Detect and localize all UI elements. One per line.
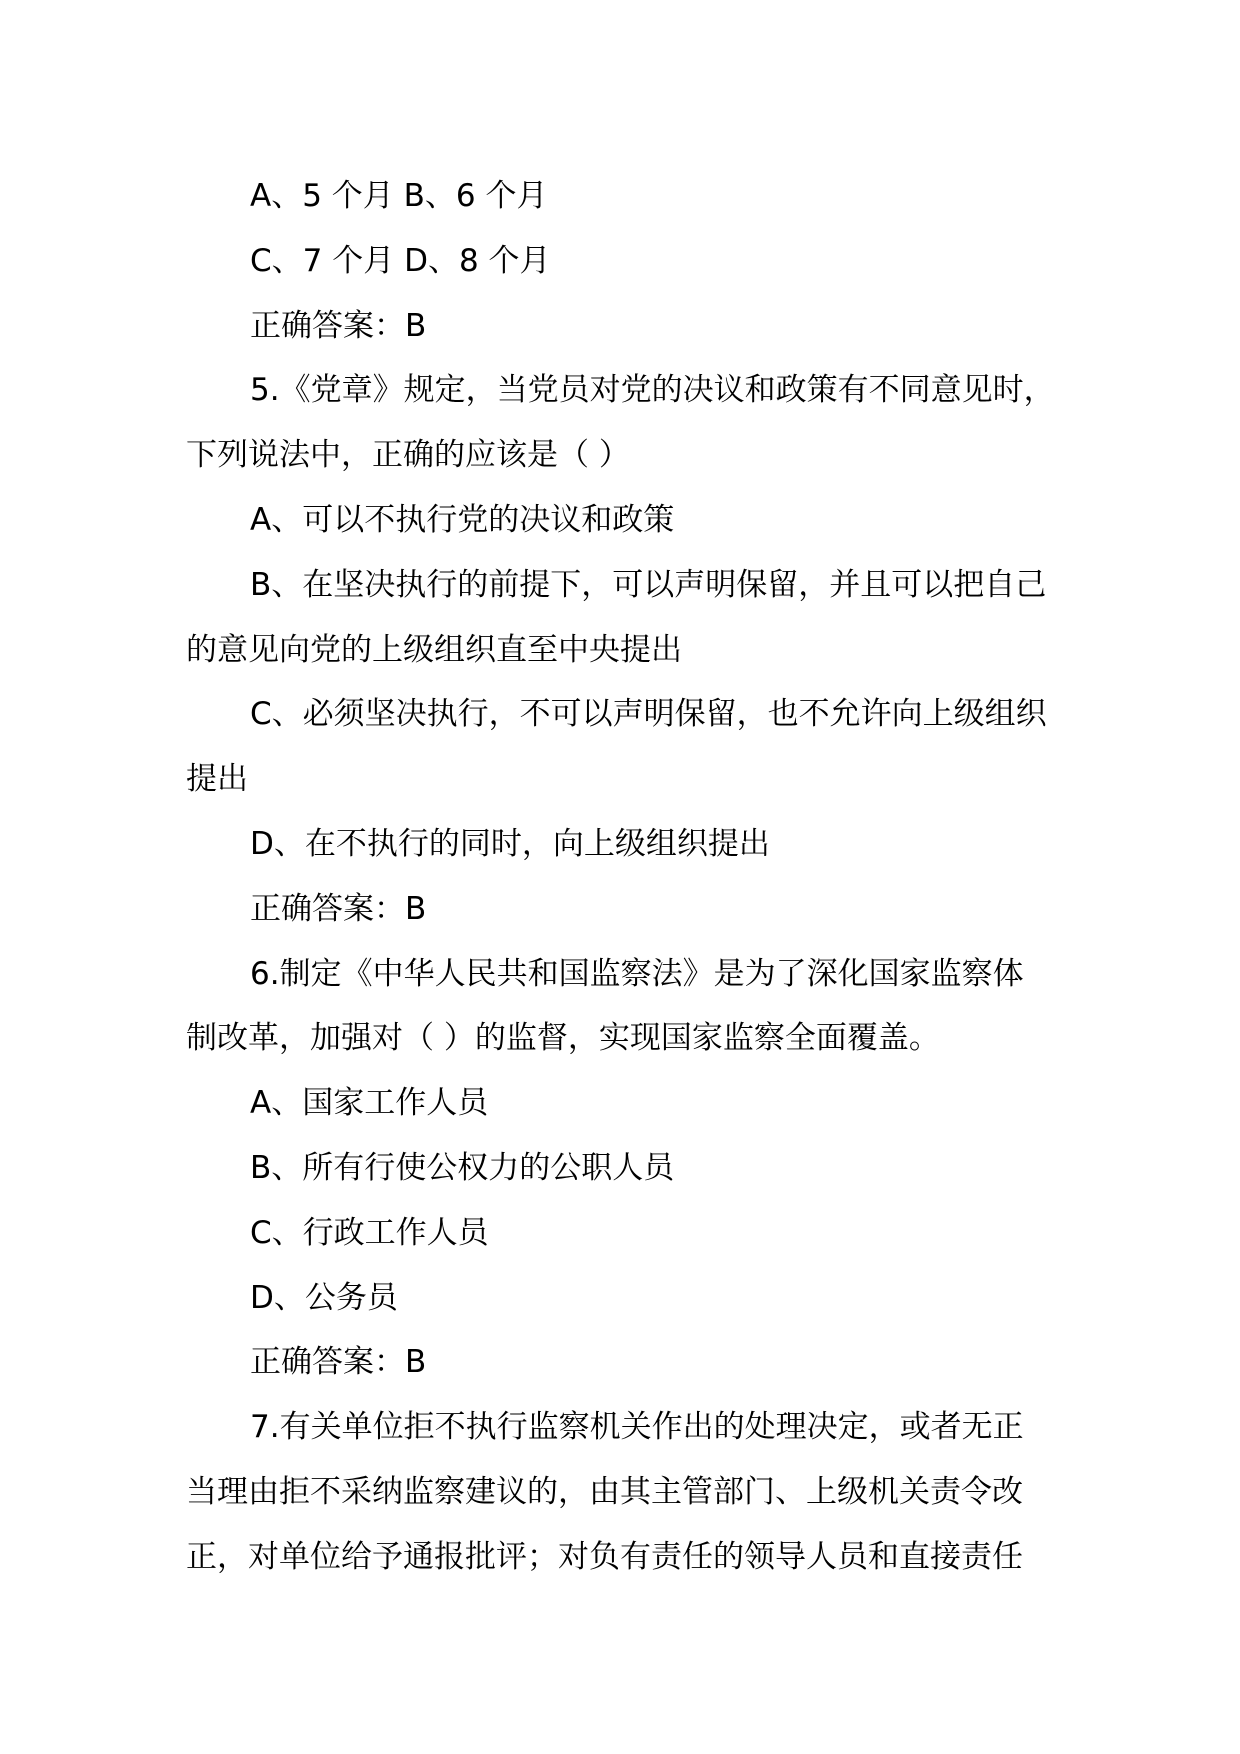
option-line: A、可以不执行党的决议和政策 — [250, 501, 675, 538]
question-6-continuation: 制改革，加强对（ ）的监督，实现国家监察全面覆盖。 — [186, 1020, 940, 1057]
option-line: A、国家工作人员 — [250, 1085, 489, 1122]
option-line: D、在不执行的同时，向上级组织提出 — [250, 825, 770, 862]
option-continuation: 的意见向党的上级组织直至中央提出 — [186, 631, 682, 668]
question-7-line: 7.有关单位拒不执行监察机关作出的处理决定，或者无正 — [250, 1409, 1024, 1446]
option-line: C、必须坚决执行，不可以声明保留，也不允许向上级组织 — [250, 696, 1047, 733]
option-continuation: 提出 — [186, 761, 248, 798]
option-line: B、在坚决执行的前提下，可以声明保留，并且可以把自己 — [250, 566, 1047, 603]
question-5-continuation: 下列说法中，正确的应该是（ ） — [186, 437, 630, 474]
answer-line: 正确答案：B — [250, 890, 427, 927]
question-6-line: 6.制定《中华人民共和国监察法》是为了深化国家监察体 — [250, 955, 1024, 992]
question-7-continuation: 正，对单位给予通报批评；对负有责任的领导人员和直接责任 — [186, 1538, 1023, 1575]
document-body — [186, 164, 1086, 1590]
question-7-continuation: 当理由拒不采纳监察建议的，由其主管部门、上级机关责令改 — [186, 1473, 1023, 1510]
option-line: B、所有行使公权力的公职人员 — [250, 1149, 675, 1186]
question-5-line: 5.《党章》规定，当党员对党的决议和政策有不同意见时， — [250, 372, 1055, 409]
option-line: D、公务员 — [250, 1279, 398, 1316]
option-line: C、行政工作人员 — [250, 1214, 489, 1251]
answer-line: 正确答案：B — [250, 1344, 427, 1381]
option-line: C、7 个月 D、8 个月 — [250, 242, 551, 279]
option-line: A、5 个月 B、6 个月 — [250, 178, 548, 214]
answer-line: 正确答案：B — [250, 307, 427, 344]
